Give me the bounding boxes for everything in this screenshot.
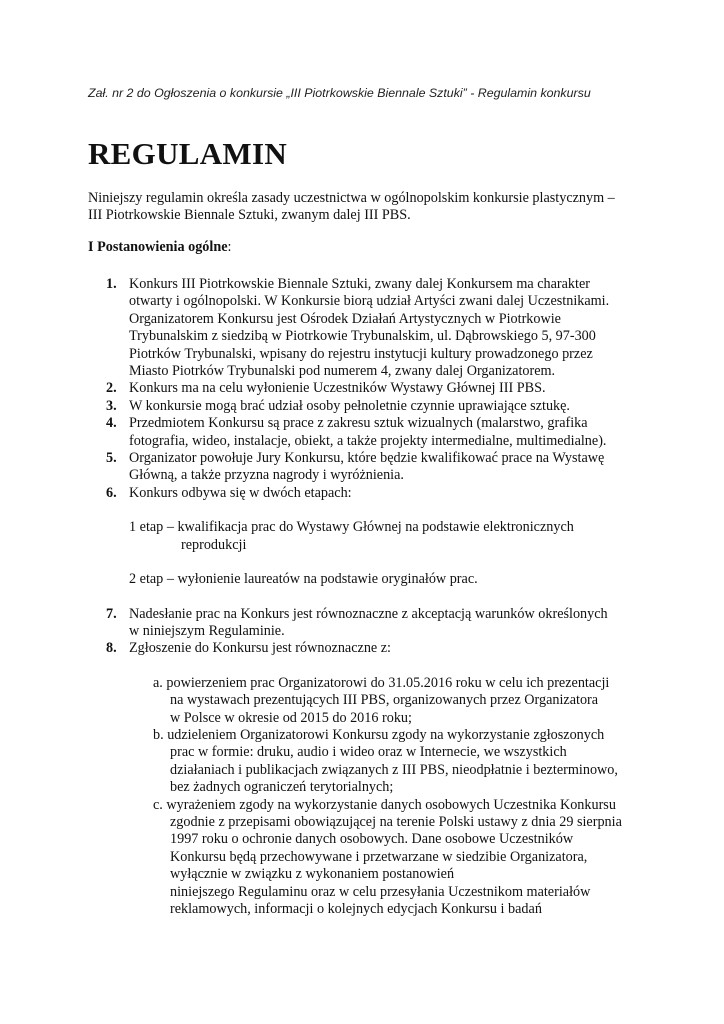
item-text-line: Konkurs ma na celu wyłonienie Uczestników Wystawy Głównej III PBS. [129, 380, 546, 397]
item-number: 7. [106, 605, 117, 622]
sub-item-text-line: wyłącznie w związku z wykonaniem postanowień [170, 866, 455, 883]
sub-list-item [153, 797, 668, 919]
list-item [88, 606, 668, 641]
item-text-line: Zgłoszenie do Konkursu jest równoznaczne z: [129, 640, 391, 657]
sub-item-text-line: 1997 roku o ochronie danych osobowych. Dane osobowe Uczestników [170, 831, 574, 848]
item-text-line: Przedmiotem Konkursu są prace z zakresu sztuk wizualnych (malarstwo, grafika [129, 415, 588, 432]
sub-item-text-line: niniejszego Regulaminu oraz w celu przesyłania Uczestnikom materiałów [170, 883, 591, 900]
sub-item-text-line: w Polsce w okresie od 2015 do 2016 roku; [170, 709, 412, 726]
sub-item-text-line: Konkursu będą przechowywane i przetwarzane w siedzibie Organizatora, [170, 848, 588, 865]
document-title: REGULAMIN [88, 136, 288, 171]
sub-item-text-line: na wystawach prezentujących III PBS, organizowanych przez Organizatora [170, 692, 599, 709]
intro-line: III Piotrkowskie Biennale Sztuki, zwanym dalej III PBS. [88, 207, 411, 224]
list-item [88, 276, 668, 380]
stage-item [88, 571, 668, 588]
stage-text-line: 2 etap – wyłonienie laureatów na podstawie oryginałów prac. [129, 571, 478, 588]
item-text-line: Miasto Piotrków Trybunalski pod numerem 4, zwany dalej Organizatorem. [129, 363, 556, 380]
item-text-line: w niniejszym Regulaminie. [129, 622, 285, 639]
list-item [88, 640, 668, 657]
list-item [88, 380, 668, 397]
sub-item-text-line: b. udzieleniem Organizatorowi Konkursu zgody na wykorzystanie zgłoszonych [153, 726, 605, 743]
sub-item-text-line: bez żadnych ograniczeń terytorialnych; [170, 779, 394, 796]
item-number: 3. [106, 397, 117, 414]
item-text-line: Konkurs odbywa się w dwóch etapach: [129, 484, 352, 501]
list-item [88, 398, 668, 415]
item-text-line: otwarty i ogólnopolski. W Konkursie biorą udział Artyści zwani dalej Uczestnikami. [129, 293, 610, 310]
item-text-line: Organizator powołuje Jury Konkursu, które będzie kwalifikować prace na Wystawę [129, 450, 605, 467]
item-text-line: Nadesłanie prac na Konkurs jest równoznaczne z akceptacją warunków określonych [129, 605, 608, 622]
list-item [88, 450, 668, 485]
sub-item-text-line: zgodnie z przepisami obowiązującej na terenie Polski ustawy z dnia 29 sierpnia [170, 813, 622, 830]
item-text-line: Piotrków Trybunalski, wpisany do rejestru instytucji kultury prowadzonego przez [129, 345, 593, 362]
document-header: Zał. nr 2 do Ogłoszenia o konkursie „III Piotrkowskie Biennale Sztuki” - Regulamin konkursu [88, 86, 591, 100]
stage-item [88, 519, 668, 554]
section-title: I Postanowienia ogólne [88, 239, 228, 255]
sub-list-item [153, 675, 668, 727]
item-number: 6. [106, 484, 117, 501]
list-item [88, 485, 668, 502]
item-number: 1. [106, 276, 117, 292]
sub-list-item [153, 727, 668, 797]
item-text-line: Trybunalskim z siedzibą w Piotrkowie Trybunalskim, ul. Dąbrowskiego 5, 97-300 [129, 328, 596, 345]
sub-item-text-line: a. powierzeniem prac Organizatorowi do 31.05.2016 roku w celu ich prezentacji [153, 674, 610, 691]
rules-list [88, 276, 668, 918]
list-item [88, 415, 668, 450]
stage-text-line: 1 etap – kwalifikacja prac do Wystawy Głównej na podstawie elektronicznych [129, 519, 574, 536]
item-text-line: fotografia, wideo, instalacje, obiekt, a także projekty intermedialne, multimedialne). [129, 432, 607, 449]
section-heading [88, 239, 231, 256]
sub-item-text-line: reklamowych, informacji o kolejnych edycjach Konkursu i badań [170, 901, 542, 917]
intro-paragraph [88, 190, 648, 224]
item-number: 5. [106, 450, 117, 467]
sub-item-text-line: c. wyrażeniem zgody na wykorzystanie danych osobowych Uczestnika Konkursu [153, 796, 616, 813]
intro-line: Niniejszy regulamin określa zasady uczestnictwa w ogólnopolskim konkursie plastycznym – [88, 190, 615, 206]
section-colon: : [227, 239, 232, 255]
item-text-line: Organizatorem Konkursu jest Ośrodek Działań Artystycznych w Piotrkowie [129, 310, 561, 327]
item-text-line: W konkursie mogą brać udział osoby pełnoletnie czynnie uprawiające sztukę. [129, 397, 570, 414]
sub-item-text-line: prac w formie: druku, audio i wideo oraz w Internecie, we wszystkich [170, 744, 567, 761]
item-text-line: Konkurs III Piotrkowskie Biennale Sztuki, zwany dalej Konkursem ma charakter [129, 276, 590, 292]
item-number: 4. [106, 415, 117, 432]
item-number: 2. [106, 380, 117, 397]
item-text-line: Główną, a także przyzna nagrody i wyróżnienia. [129, 467, 404, 484]
item-number: 8. [106, 640, 117, 657]
stage-text-line: reprodukcji [181, 536, 247, 553]
sub-item-text-line: działaniach i publikacjach związanych z III PBS, nieodpłatnie i bezterminowo, [170, 761, 618, 778]
